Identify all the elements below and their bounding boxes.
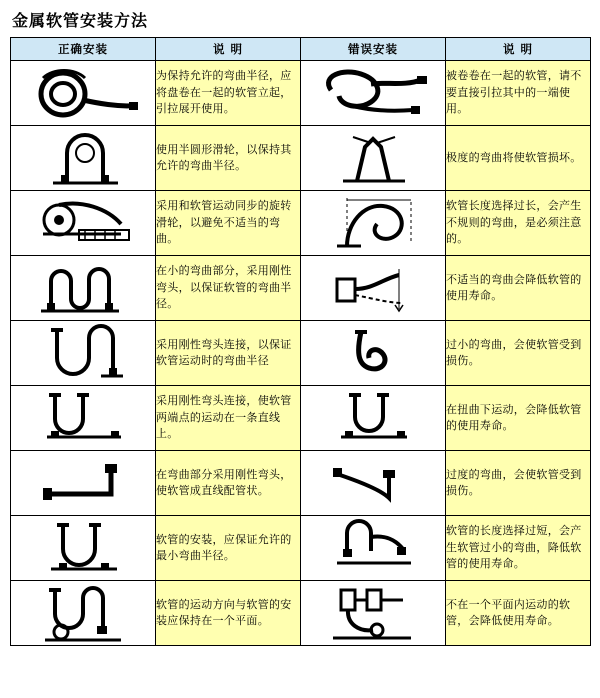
coiled-hose-pulled-icon — [301, 61, 446, 126]
row-desc: 软管的长度选择过短，会产生软管过小的弯曲，降低软管的使用寿命。 — [446, 516, 591, 581]
rigid-bend-small-radius-icon — [11, 256, 156, 321]
header-correct-install: 正确安装 — [11, 38, 156, 61]
row-desc: 软管长度选择过长，会产生不规则的弯曲，是必须注意的。 — [446, 191, 591, 256]
table-row — [11, 581, 591, 646]
excessive-bend-icon — [301, 451, 446, 516]
coiled-hose-standing-icon — [11, 61, 156, 126]
straight-pipe-elbow-icon — [11, 451, 156, 516]
long-hose-irregular-bend-icon — [301, 191, 446, 256]
row-desc: 在小的弯曲部分，采用刚性弯头，以保证软管的弯曲半径。 — [156, 256, 301, 321]
row-desc: 不适当的弯曲会降低软管的使用寿命。 — [446, 256, 591, 321]
rotating-pulley-sync-icon — [11, 191, 156, 256]
row-desc: 在扭曲下运动，会降低软管的使用寿命。 — [446, 386, 591, 451]
min-bend-radius-install-icon — [11, 516, 156, 581]
table-row — [11, 61, 591, 126]
row-desc: 采用和软管运动同步的旋转滑轮，以避免不适当的弯曲。 — [156, 191, 301, 256]
table-row — [11, 451, 591, 516]
table-row — [11, 256, 591, 321]
row-desc: 极度的弯曲将使软管损坏。 — [446, 126, 591, 191]
hose-installation-table — [10, 37, 591, 646]
improper-bend-icon — [301, 256, 446, 321]
row-desc: 不在一个平面内运动的软管，会降低使用寿命。 — [446, 581, 591, 646]
row-desc: 过小的弯曲，会使软管受到损伤。 — [446, 321, 591, 386]
header-wrong-install: 错误安装 — [301, 38, 446, 61]
page-title: 金属软管安装方法 — [12, 11, 149, 30]
same-plane-motion-icon — [11, 581, 156, 646]
table-row — [11, 516, 591, 581]
table-row — [11, 386, 591, 451]
row-desc: 软管的安装，应保证允许的最小弯曲半径。 — [156, 516, 301, 581]
row-desc: 采用刚性弯头连接，以保证软管运动时的弯曲半径 — [156, 321, 301, 386]
header-wrong-desc: 说 明 — [446, 38, 591, 61]
row-desc: 在弯曲部分采用刚性弯头，使软管成直线配管状。 — [156, 451, 301, 516]
semicircular-pulley-icon — [11, 126, 156, 191]
table-row — [11, 191, 591, 256]
row-desc: 采用刚性弯头连接，使软管两端点的运动在一条直线上。 — [156, 386, 301, 451]
table-header-row — [11, 38, 591, 61]
sharp-bend-hose-icon — [301, 126, 446, 191]
rigid-elbow-connection-icon — [11, 321, 156, 386]
too-long-hose-small-bend-icon — [301, 516, 446, 581]
different-plane-motion-icon — [301, 581, 446, 646]
table-row — [11, 126, 591, 191]
row-desc: 为保持允许的弯曲半径，应将盘卷在一起的软管立起，引拉展开使用。 — [156, 61, 301, 126]
table-row — [11, 321, 591, 386]
header-correct-desc: 说 明 — [156, 38, 301, 61]
row-desc: 软管的运动方向与软管的安装应保持在一个平面。 — [156, 581, 301, 646]
row-desc: 过度的弯曲，会使软管受到损伤。 — [446, 451, 591, 516]
row-desc: 被卷卷在一起的软管，请不要直接引拉其中的一端使用。 — [446, 61, 591, 126]
rigid-elbow-straight-line-icon — [11, 386, 156, 451]
twisted-hose-motion-icon — [301, 386, 446, 451]
tight-bend-u-icon — [301, 321, 446, 386]
row-desc: 使用半圆形滑轮，以保持其允许的弯曲半径。 — [156, 126, 301, 191]
